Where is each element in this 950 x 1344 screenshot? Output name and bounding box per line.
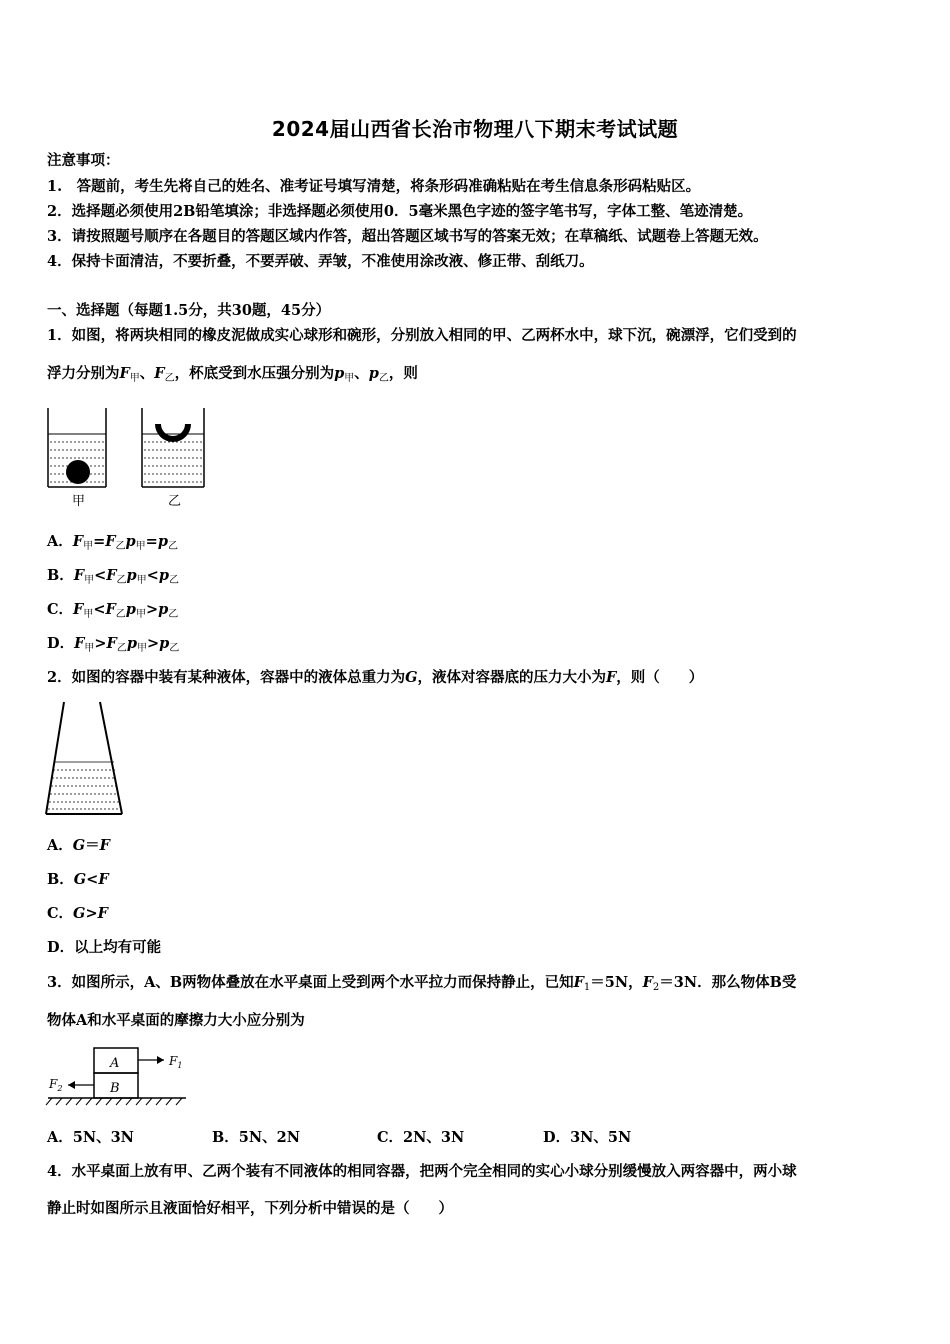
q1-cups-figure	[40, 402, 215, 514]
notice-item: 1. 答题前，考生先将自己的姓名、准考证号填写清楚，将条形码准确粘贴在考生信息条形码粘贴区。	[47, 178, 701, 195]
q1-option-b[interactable]: B．$F_甲<F_乙p_甲<p_乙$	[47, 567, 179, 586]
q2-stem: 2．如图的容器中装有某种液体，容器中的液体总重力为G，液体对容器底的压力大小为F，则（ ）	[47, 669, 704, 686]
q2-container-figure	[42, 700, 128, 818]
bowl-icon	[155, 424, 191, 442]
q3-stem-line1: 3．如图所示，A、B两物体叠放在水平桌面上受到两个水平拉力而保持静止，已知$F_1=5N$，$F_2=3N$．那么物体B受	[47, 974, 797, 993]
q1-option-a[interactable]: A．$F_甲=F_乙p_甲=p_乙$	[47, 533, 178, 552]
fig-label-yi: 乙	[168, 494, 182, 509]
block-b-label: B	[110, 1081, 120, 1096]
q2-option-c[interactable]: C．G>F	[47, 905, 108, 922]
q4-stem-line2: 静止时如图所示且液面恰好相平，下列分析中错误的是（ ）	[47, 1200, 453, 1217]
arrow-right-icon	[157, 1056, 164, 1064]
q2-option-d[interactable]: D．以上均有可能	[47, 939, 162, 956]
q3-blocks-figure	[44, 1044, 194, 1110]
q3-option-a[interactable]: A．5N、3N	[47, 1129, 134, 1146]
q2-option-a[interactable]: A．G＝F	[47, 837, 110, 854]
q1-option-c[interactable]: C．$F_甲<F_乙p_甲>p_乙$	[47, 601, 179, 620]
q3-option-d[interactable]: D．3N、5N	[543, 1129, 632, 1146]
page-title: 2024届山西省长治市物理八下期末考试试题	[271, 117, 679, 141]
q3-option-c[interactable]: C．2N、3N	[377, 1129, 465, 1146]
q2-option-b[interactable]: B．G<F	[47, 871, 109, 888]
f2-label: $F_2$	[49, 1077, 63, 1093]
notice-item: 4．保持卡面清洁，不要折叠，不要弄破、弄皱，不准使用涂改液、修正带、刮纸刀。	[47, 253, 594, 270]
block-a-label: A	[110, 1056, 120, 1071]
q1-option-d[interactable]: D．$F_甲>F_乙p_甲>p_乙$	[47, 635, 180, 654]
q4-stem-line1: 4．水平桌面上放有甲、乙两个装有不同液体的相同容器，把两个完全相同的实心小球分别缓慢放入两容器中，两小球	[47, 1163, 797, 1180]
q1-stem-line1: 1．如图，将两块相同的橡皮泥做成实心球形和碗形，分别放入相同的甲、乙两杯水中，球下沉，碗漂浮，它们受到的	[47, 327, 797, 344]
arrow-left-icon	[68, 1081, 75, 1089]
q1-stem-line2: 浮力分别为$F_甲$、$F_乙$，杯底受到水压强分别为$p_甲$、$p_乙$，则	[47, 365, 418, 384]
fig-label-jia: 甲	[72, 494, 86, 509]
notice-heading: 注意事项：	[47, 152, 120, 169]
notice-item: 2．选择题必须使用2B铅笔填涂；非选择题必须使用0．5毫米黑色字迹的签字笔书写，字体工整、笔迹清楚。	[47, 203, 753, 220]
section-heading: 一、选择题（每题1.5分，共30题，45分）	[47, 302, 331, 319]
q3-stem-line2: 物体A和水平桌面的摩擦力大小应分别为	[47, 1012, 305, 1029]
sphere-icon	[66, 460, 90, 484]
q3-option-b[interactable]: B．5N、2N	[212, 1129, 300, 1146]
notice-item: 3．请按照题号顺序在各题目的答题区域内作答，超出答题区域书写的答案无效；在草稿纸、试题卷上答题无效。	[47, 228, 768, 245]
f1-label: $F_1$	[169, 1054, 183, 1070]
